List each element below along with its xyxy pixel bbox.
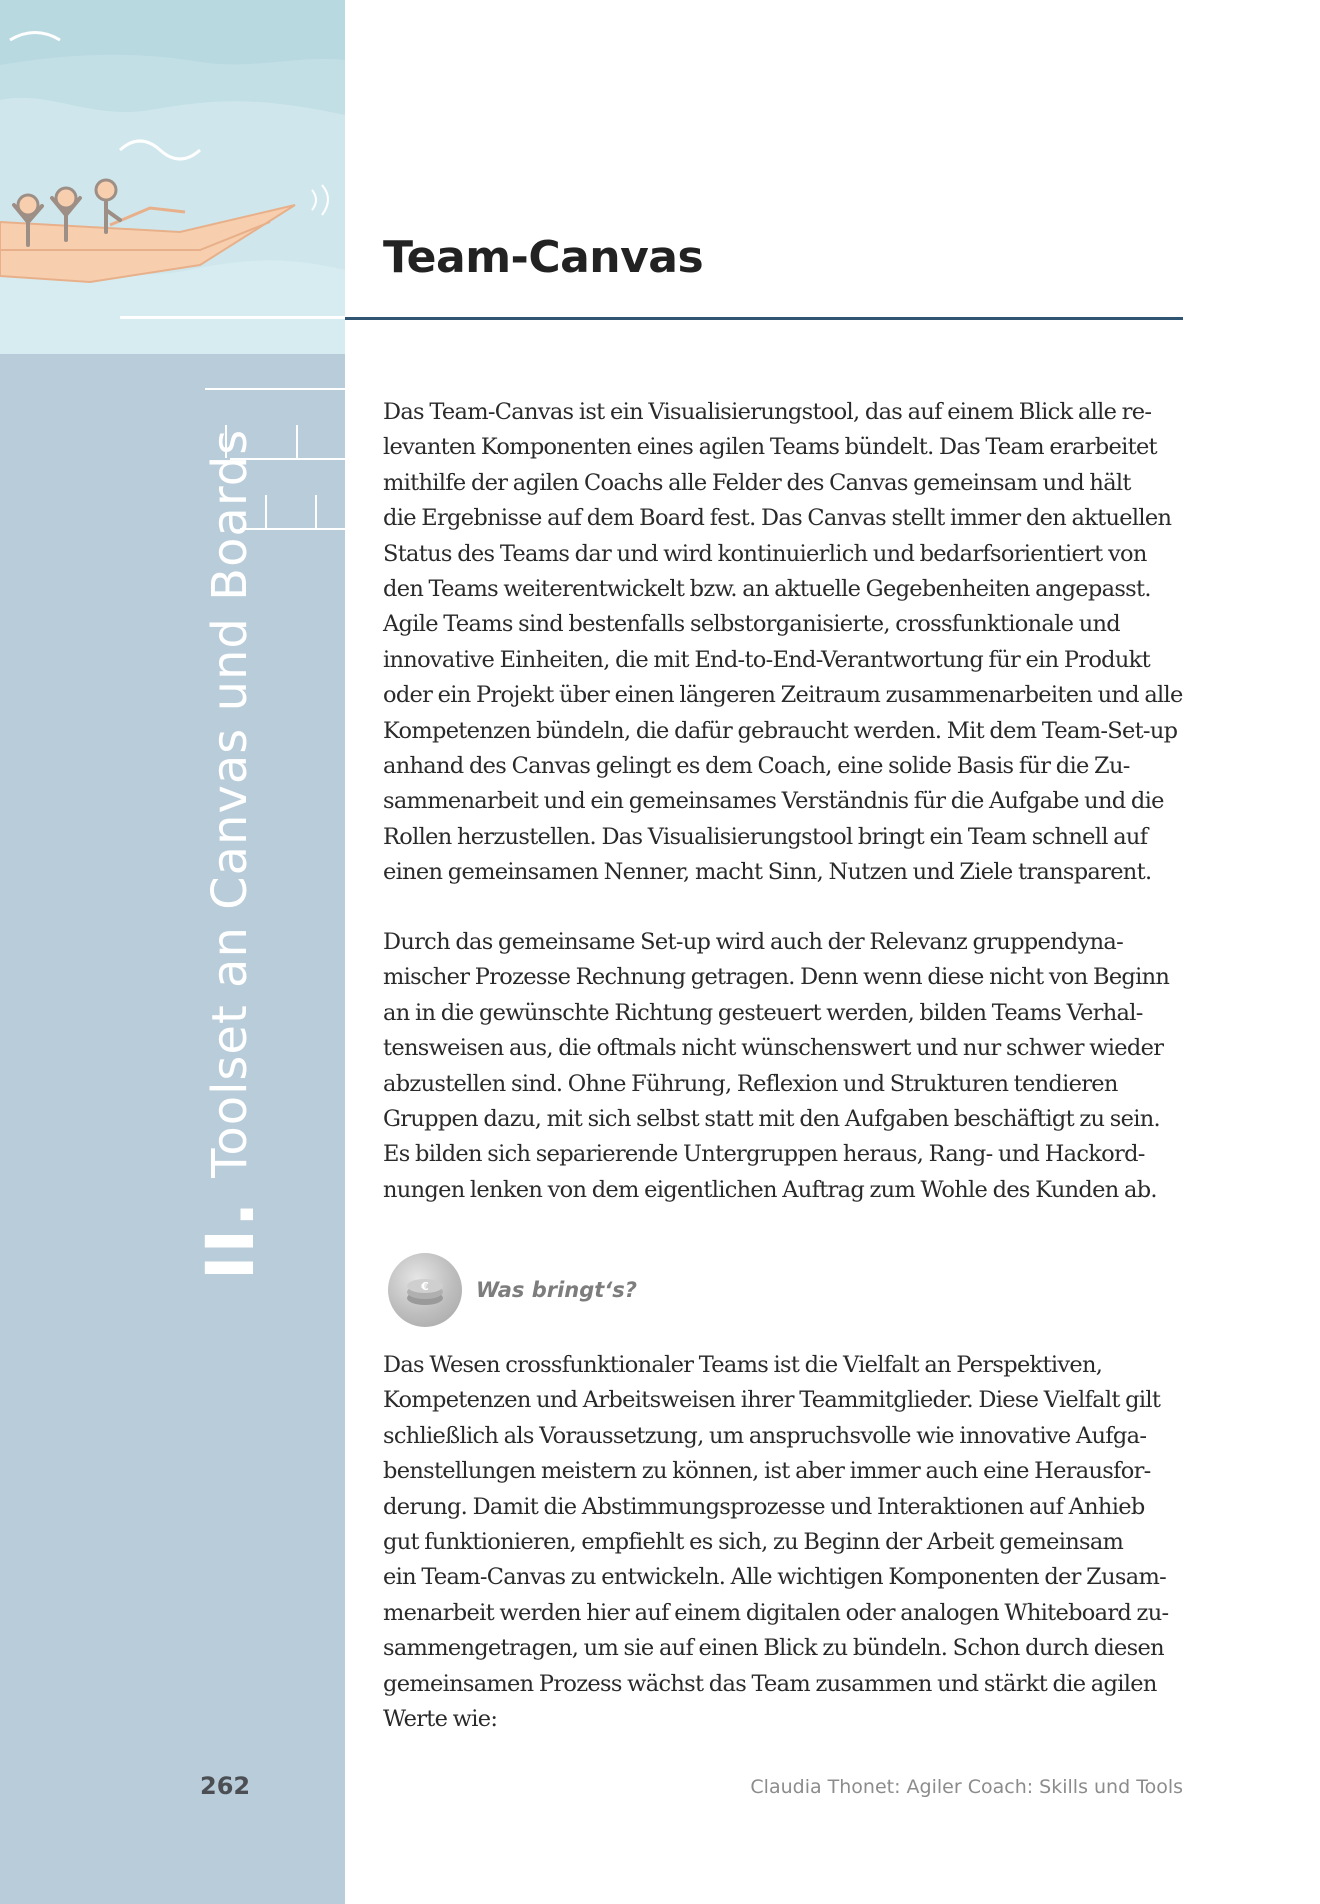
euro-icon bbox=[388, 1253, 462, 1327]
sidebar-tick-3 bbox=[265, 495, 267, 528]
text-line: Status des Teams dar und wird kontinuierlich und bedarfsorientiert von bbox=[383, 540, 1147, 567]
page-title: Team-Canvas bbox=[383, 232, 704, 283]
text-line: Kompetenzen und Arbeitsweisen ihrer Teammitglieder. Diese Vielfalt gilt bbox=[383, 1387, 1161, 1414]
text-line: Agile Teams sind bestenfalls selbstorganisierte, crossfunktionale und bbox=[383, 611, 1120, 638]
text-line: benstellungen meistern zu können, ist aber immer auch eine Herausfor- bbox=[383, 1458, 1151, 1485]
text-line: Werte wie: bbox=[383, 1706, 498, 1733]
paragraph-group-dynamics bbox=[383, 925, 1183, 1208]
text-line: menarbeit werden hier auf einem digitalen oder analogen Whiteboard zu- bbox=[383, 1599, 1169, 1626]
text-line: Das Team-Canvas ist ein Visualisierungstool, das auf einem Blick alle re- bbox=[383, 399, 1152, 425]
text-line: ein Team-Canvas zu entwickeln. Alle wichtigen Komponenten der Zusam- bbox=[383, 1564, 1167, 1591]
sidebar-tick-2 bbox=[296, 425, 298, 458]
text-line: Kompetenzen bündeln, die dafür gebraucht werden. Mit dem Team-Set-up bbox=[383, 717, 1178, 744]
text-line: sammenarbeit und ein gemeinsames Verständnis für die Aufgabe und die bbox=[383, 788, 1164, 815]
svg-text:€: € bbox=[421, 1280, 429, 1293]
text-line: sammengetragen, um sie auf einen Blick zu bündeln. Schon durch diesen bbox=[383, 1635, 1164, 1662]
illustration-underline bbox=[120, 316, 345, 319]
boat-illustration-art bbox=[0, 0, 345, 354]
text-line: innovative Einheiten, die mit End-to-End-Verantwortung für ein Produkt bbox=[383, 646, 1150, 673]
text-line: oder ein Projekt über einen längeren Zeitraum zusammenarbeiten und alle bbox=[383, 682, 1183, 709]
text-line: mischer Prozesse Rechnung getragen. Denn wenn diese nicht von Beginn bbox=[383, 964, 1170, 991]
text-line: gut funktionieren, empfiehlt es sich, zu Beginn der Arbeit gemeinsam bbox=[383, 1529, 1124, 1556]
paragraph-benefits bbox=[383, 1348, 1183, 1737]
text-line: Durch das gemeinsame Set-up wird auch der Relevanz gruppendyna- bbox=[383, 929, 1124, 955]
text-line: tensweisen aus, die oftmals nicht wünschenswert und nur schwer wieder bbox=[383, 1035, 1164, 1062]
text-line: Rollen herzustellen. Das Visualisierungstool bringt ein Team schnell auf bbox=[383, 823, 1148, 850]
text-line: Gruppen dazu, mit sich selbst statt mit den Aufgaben beschäftigt zu sein. bbox=[383, 1106, 1160, 1133]
text-line: Es bilden sich separierende Untergruppen heraus, Rang- und Hackord- bbox=[383, 1141, 1145, 1168]
sidebar-rule-1 bbox=[205, 388, 345, 390]
footer-credit: Claudia Thonet: Agiler Coach: Skills und Tools bbox=[750, 1776, 1183, 1798]
text-line: Das Wesen crossfunktionaler Teams ist die Vielfalt an Perspektiven, bbox=[383, 1352, 1103, 1378]
sidebar-tick-4 bbox=[315, 495, 317, 528]
chapter-title-wrap bbox=[185, 428, 275, 1280]
text-line: schließlich als Voraussetzung, um anspruchsvolle wie innovative Aufga- bbox=[383, 1422, 1147, 1449]
callout-label: Was bringt‘s? bbox=[476, 1278, 637, 1302]
chapter-number: II. bbox=[191, 1199, 269, 1280]
chapter-sidebar bbox=[0, 0, 345, 1904]
text-line: abzustellen sind. Ohne Führung, Reflexion und Strukturen tendieren bbox=[383, 1070, 1118, 1097]
coin-stack-graphic bbox=[403, 1272, 447, 1308]
text-line: derung. Damit die Abstimmungsprozesse und Interaktionen auf Anhieb bbox=[383, 1493, 1145, 1520]
text-line: anhand des Canvas gelingt es dem Coach, eine solide Basis für die Zu- bbox=[383, 753, 1130, 780]
text-line: die Ergebnisse auf dem Board fest. Das Canvas stellt immer den aktuellen bbox=[383, 505, 1172, 532]
text-line: einen gemeinsamen Nenner, macht Sinn, Nutzen und Ziele transparent. bbox=[383, 859, 1152, 886]
text-line: mithilfe der agilen Coachs alle Felder des Canvas gemeinsam und hält bbox=[383, 469, 1131, 496]
boat-illustration bbox=[0, 0, 345, 354]
chapter-name: Toolset an Canvas und Boards bbox=[202, 428, 258, 1178]
paragraph-intro bbox=[383, 395, 1183, 891]
text-line: den Teams weiterentwickelt bzw. an aktuelle Gegebenheiten angepasst. bbox=[383, 576, 1151, 603]
page-number: 262 bbox=[200, 1772, 251, 1800]
text-line: an in die gewünschte Richtung gesteuert werden, bilden Teams Verhal- bbox=[383, 999, 1143, 1026]
title-rule bbox=[345, 317, 1183, 320]
text-line: nungen lenken von dem eigentlichen Auftrag zum Wohle des Kunden ab. bbox=[383, 1176, 1157, 1203]
chapter-title bbox=[185, 428, 275, 1280]
text-line: gemeinsamen Prozess wächst das Team zusammen und stärkt die agilen bbox=[383, 1670, 1157, 1697]
benefit-callout bbox=[388, 1252, 637, 1328]
text-line: levanten Komponenten eines agilen Teams bündelt. Das Team erarbeitet bbox=[383, 434, 1157, 461]
